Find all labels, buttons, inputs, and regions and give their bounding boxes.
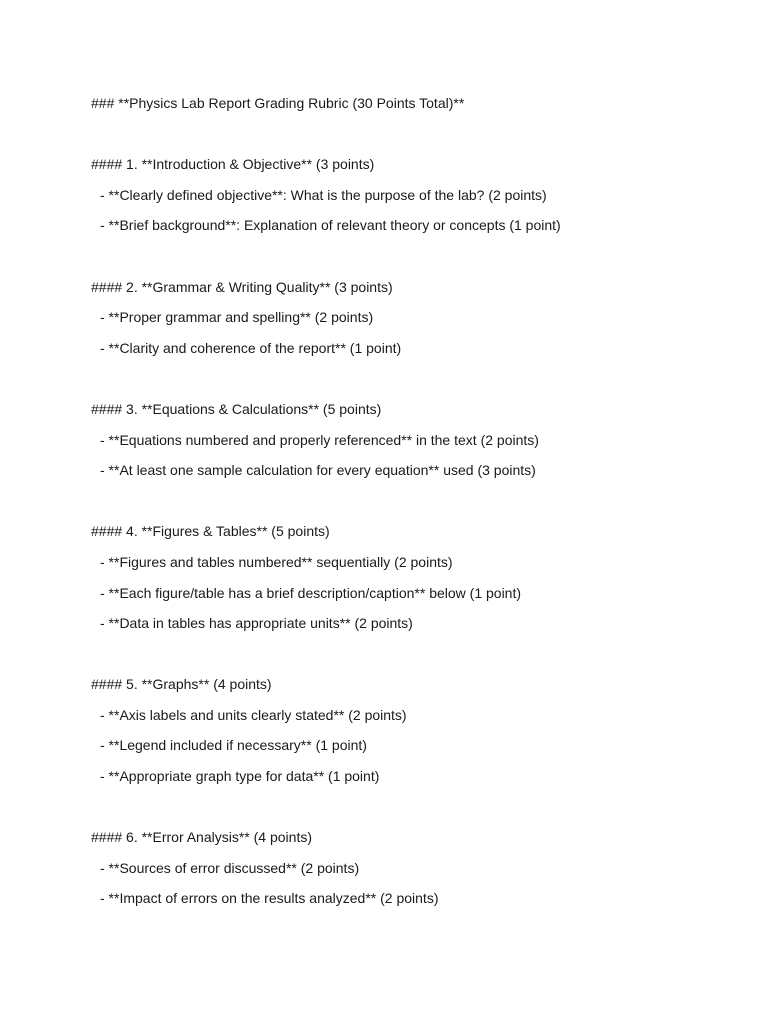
section-heading: #### 4. **Figures & Tables** (5 points) xyxy=(91,523,330,540)
rubric-section-graphs xyxy=(91,675,751,797)
rubric-section-equations xyxy=(91,400,751,492)
rubric-item: - **Figures and tables numbered** sequentially (2 points) xyxy=(100,553,453,570)
rubric-item: - **Appropriate graph type for data** (1 point) xyxy=(100,768,380,785)
section-heading: #### 1. **Introduction & Objective** (3 points) xyxy=(91,156,375,173)
rubric-item: - **Legend included if necessary** (1 point) xyxy=(100,737,367,754)
rubric-item: - **Sources of error discussed** (2 points) xyxy=(100,859,360,876)
rubric-item: - **Data in tables has appropriate units** (2 points) xyxy=(100,615,413,632)
rubric-section-introduction xyxy=(91,155,751,247)
rubric-item: - **Clearly defined objective**: What is the purpose of the lab? (2 points) xyxy=(100,186,547,203)
document-body xyxy=(91,94,751,920)
rubric-item: - **Axis labels and units clearly stated** (2 points) xyxy=(100,706,407,723)
rubric-item: - **Equations numbered and properly referenced** in the text (2 points) xyxy=(100,431,539,448)
spacer xyxy=(91,645,751,676)
rubric-item: - **At least one sample calculation for every equation** used (3 points) xyxy=(100,462,536,479)
rubric-section-grammar xyxy=(91,278,751,370)
rubric-section-figures-tables xyxy=(91,522,751,644)
document-title: ### **Physics Lab Report Grading Rubric (30 Points Total)** xyxy=(91,95,465,111)
section-heading: #### 6. **Error Analysis** (4 points) xyxy=(91,829,312,846)
spacer xyxy=(91,369,751,400)
section-heading: #### 2. **Grammar & Writing Quality** (3 points) xyxy=(91,278,393,295)
spacer xyxy=(91,492,751,523)
rubric-section-error-analysis xyxy=(91,828,751,920)
rubric-item: - **Proper grammar and spelling** (2 points) xyxy=(100,309,374,326)
section-heading: #### 5. **Graphs** (4 points) xyxy=(91,676,272,693)
spacer xyxy=(91,125,751,156)
section-heading: #### 3. **Equations & Calculations** (5 points) xyxy=(91,400,382,417)
spacer xyxy=(91,798,751,829)
rubric-item: - **Brief background**: Explanation of relevant theory or concepts (1 point) xyxy=(100,217,561,234)
rubric-item: - **Impact of errors on the results analyzed** (2 points) xyxy=(100,890,439,907)
spacer xyxy=(91,247,751,278)
rubric-item: - **Clarity and coherence of the report** (1 point) xyxy=(100,339,402,356)
rubric-item: - **Each figure/table has a brief description/caption** below (1 point) xyxy=(100,584,522,601)
